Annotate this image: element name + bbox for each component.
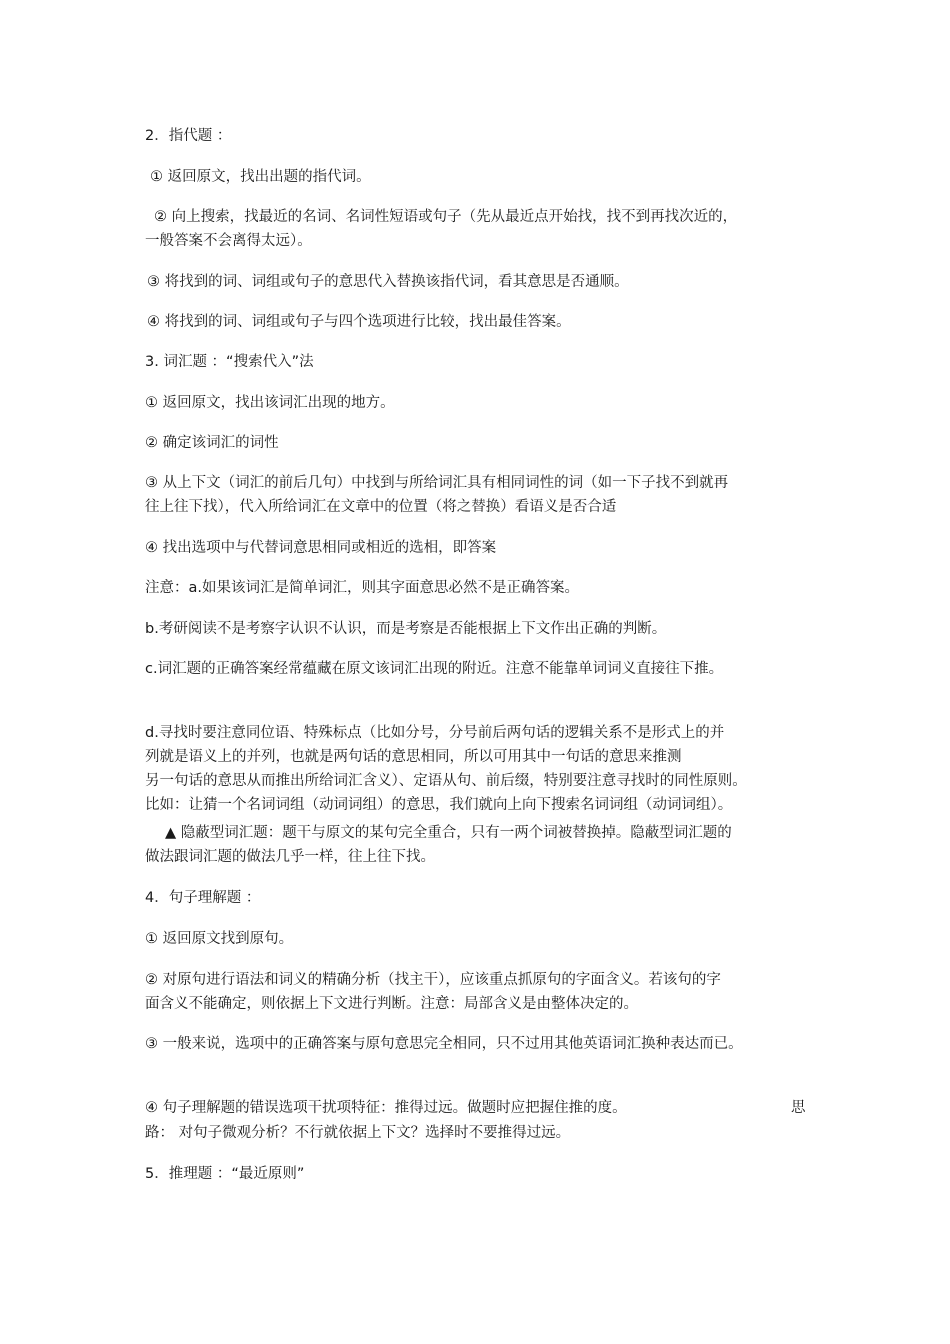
section-3-heading: 3. 词汇题 ：“搜索代入”法 <box>145 354 314 370</box>
hidden-vocab-line-1: ▲ 隐蔽型词汇题：题干与原文的某句完全重合，只有一两个词被替换掉。隐蔽型词汇题的 <box>165 825 732 841</box>
section-4-step-3: ③ 一般来说，选项中的正确答案与原句意思完全相同，只不过用其他英语词汇换种表达而已。 <box>145 1036 743 1052</box>
section-3-note-a: 注意：a.如果该词汇是简单词汇，则其字面意思必然不是正确答案。 <box>145 580 579 596</box>
section-4-heading: 4．句子理解题 ： <box>145 890 261 906</box>
section-5-heading: 5．推理题 ：“最近原则” <box>145 1166 305 1182</box>
section-3-step-3: ③ 从上下文（词汇的前后几句）中找到与所给词汇具有相同词性的词（如一下子找不到就再 <box>145 475 729 491</box>
section-3-note-d-line-2: 列就是语义上的并列，也就是两句话的意思相同，所以可用其中一句话的意思来推测 <box>145 749 682 765</box>
section-3-note-d-line-3: 另一句话的意思从而推出所给词汇含义）、定语从句、前后缀，特别要注意寻找时的同性原则。 <box>145 773 747 789</box>
section-2-heading: 2．指代题 ： <box>145 128 232 144</box>
section-2-step-4: ④ 将找到的词、词组或句子与四个选项进行比较，找出最佳答案。 <box>147 314 571 330</box>
section-3-note-c: c.词汇题的正确答案经常蕴藏在原文该词汇出现的附近。注意不能靠单词词义直接往下推。 <box>145 661 724 677</box>
thought-label-start: 思 <box>791 1100 806 1116</box>
section-4-step-4: ④ 句子理解题的错误选项干扰项特征：推得过远。做题时应把握住推的度。 <box>145 1100 627 1116</box>
hidden-vocab-line-2: 做法跟词汇题的做法几乎一样，往上往下找。 <box>145 849 435 865</box>
section-3-step-2: ② 确定该词汇的词性 <box>145 435 279 451</box>
section-4-step-2: ② 对原句进行语法和词义的精确分析（找主干），应该重点抓原句的字面含义。若该句的字 <box>145 972 721 988</box>
section-3-note-b: b.考研阅读不是考察字认识不认识，而是考察是否能根据上下文作出正确的判断。 <box>145 621 667 637</box>
section-3-step-3-cont: 往上往下找），代入所给词汇在文章中的位置（将之替换）看语义是否合适 <box>145 499 617 515</box>
section-2-step-2: ② 向上搜索，找最近的名词、名词性短语或句子（先从最近点开始找，找不到再找次近的， <box>154 209 738 225</box>
section-3-note-d-line-1: d.寻找时要注意同位语、特殊标点（比如分号，分号前后两句话的逻辑关系不是形式上的并 <box>145 725 725 741</box>
section-2-step-3: ③ 将找到的词、词组或句子的意思代入替换该指代词，看其意思是否通顺。 <box>147 274 629 290</box>
section-3-step-1: ① 返回原文，找出该词汇出现的地方。 <box>145 395 395 411</box>
section-4-step-1: ① 返回原文找到原句。 <box>145 931 294 947</box>
section-4-thought-line: 路： 对句子微观分析？不行就依据上下文？选择时不要推得过远。 <box>145 1125 571 1141</box>
section-2-step-2-cont: 一般答案不会离得太远）。 <box>145 233 312 249</box>
section-2-step-1: ① 返回原文，找出出题的指代词。 <box>150 169 371 185</box>
section-3-note-d-line-4: 比如：让猜一个名词词组（动词词组）的意思，我们就向上向下搜索名词词组（动词词组）。 <box>145 797 733 813</box>
section-4-step-2-cont: 面含义不能确定，则依据上下文进行判断。注意：局部含义是由整体决定的。 <box>145 996 638 1012</box>
section-3-step-4: ④ 找出选项中与代替词意思相同或相近的选相，即答案 <box>145 540 497 556</box>
